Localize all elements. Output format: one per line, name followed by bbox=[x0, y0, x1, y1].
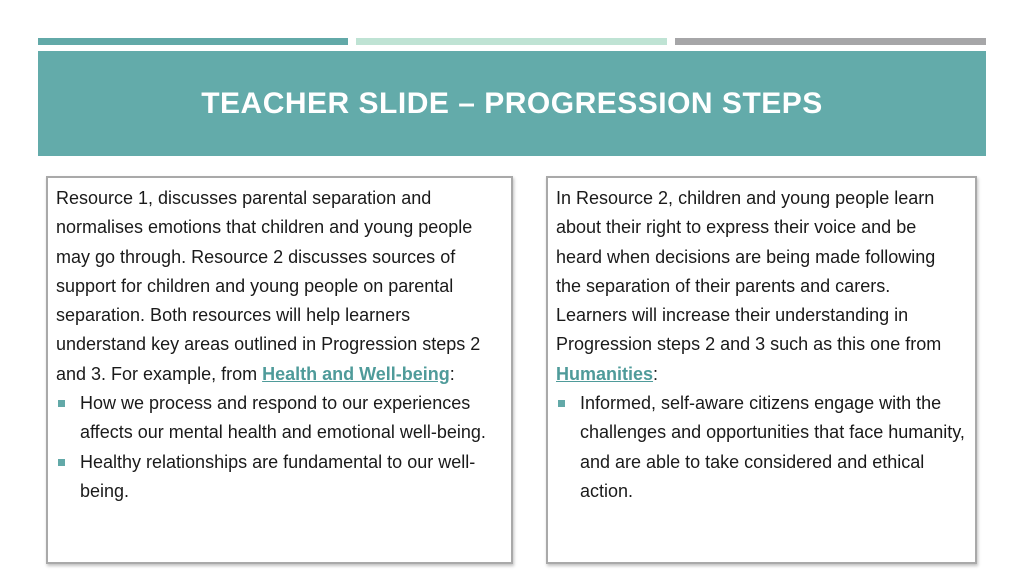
left-intro-text: Resource 1, discusses parental separation and normalises emotions that children and young people may go through. Resource 2 discusses sources of support for children and young people on parental separation. Both resources will help learners understand key areas outlined in Progression steps 2 and 3. For example, from bbox=[56, 188, 481, 384]
right-intro-paragraph bbox=[556, 184, 965, 389]
bullet-text: Healthy relationships are fundamental to our well-being. bbox=[80, 451, 476, 501]
list-item bbox=[56, 389, 501, 448]
list-item bbox=[56, 448, 501, 507]
left-intro-paragraph bbox=[56, 184, 501, 389]
bullet-text: How we process and respond to our experiences affects our mental health and emotional well-being. bbox=[80, 393, 486, 443]
left-content-box bbox=[46, 176, 513, 564]
accent-bar-mint bbox=[356, 38, 667, 45]
slide-title: TEACHER SLIDE – PROGRESSION STEPS bbox=[201, 86, 823, 120]
right-bullet-list bbox=[556, 389, 965, 506]
left-link-suffix: : bbox=[449, 363, 455, 384]
accent-bar-grey bbox=[675, 38, 986, 45]
right-link-suffix: : bbox=[653, 363, 659, 384]
humanities-link[interactable]: Humanities bbox=[556, 363, 654, 384]
left-bullet-list bbox=[56, 389, 501, 506]
square-bullet-icon bbox=[58, 400, 65, 407]
square-bullet-icon bbox=[58, 459, 65, 466]
square-bullet-icon bbox=[558, 400, 565, 407]
list-item bbox=[556, 389, 965, 506]
accent-bar-teal bbox=[38, 38, 348, 45]
health-and-wellbeing-link[interactable]: Health and Well-being bbox=[262, 363, 450, 384]
right-intro-text: In Resource 2, children and young people learn about their right to express their voice and be heard when decisions are being made following the separation of their parents and carers. Learners will increase their understanding in Progression steps 2 and 3 such as this one from bbox=[556, 188, 942, 355]
title-banner bbox=[38, 51, 986, 156]
bullet-text: Informed, self-aware citizens engage with the challenges and opportunities that face humanity, and are able to take considered and ethical action. bbox=[580, 393, 965, 501]
right-content-box bbox=[546, 176, 977, 564]
